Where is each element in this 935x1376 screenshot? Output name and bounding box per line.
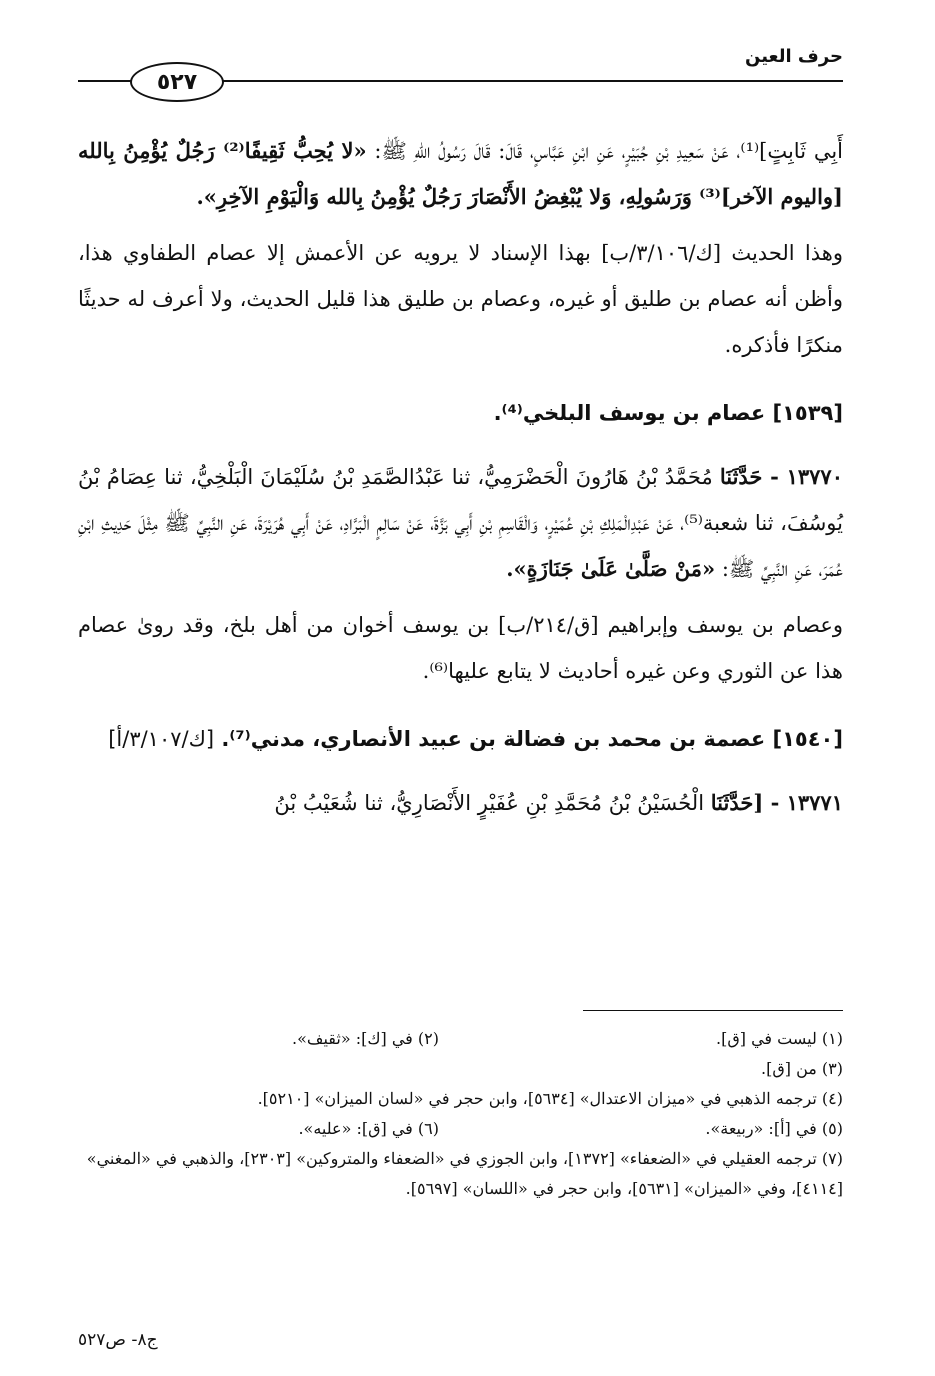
- volume-page-label: ج٨- ص٥٢٧: [78, 1330, 158, 1350]
- footnote-1: (١) ليست في [ق].: [716, 1029, 843, 1048]
- page-header-title: حرف العين: [745, 46, 843, 67]
- paragraph-commentary: وهذا الحديث [ك/٣/١٠٦/ب] بهذا الإسناد لا يرويه عن الأعمش إلا عصام الطفاوي هذا، وأظن أنه عصام بن طليق أو غيره، وعصام بن طليق هذا قليل الحديث، ولا أعرف له حديثًا منكرًا فأذكره.: [78, 241, 843, 357]
- paragraph-text: أَبِي ثَابِتٍ]⁽¹⁾، عَنْ سَعِيدِ بْنِ جُبَيْرٍ، عَنِ ابْنِ عَبَّاسٍ، قَالَ: قَالَ رَسُولُ اللهِ ﷺ:: [374, 139, 844, 163]
- footnote-rule: [583, 1010, 843, 1011]
- footnote-2: (٢) في [ك]: «ثقيف».: [292, 1029, 439, 1048]
- footnote-row: [78, 1054, 843, 1084]
- footnote-row: [78, 1024, 843, 1054]
- hadith-number: ١٣٧٧١ - [حَدَّثَنَا: [710, 790, 843, 815]
- hadith-matn: «مَنْ صَلَّىٰ عَلَىٰ جَنَازَةٍ».: [506, 556, 716, 581]
- footnote-row: [78, 1084, 843, 1114]
- hadith-isnad: مُحَمَّدُ بْنُ هَارُونَ الْحَضْرَمِيُّ، ثنا عَبْدُالصَّمَدِ بْنُ سُلَيْمَانَ الْبَلْخِيُّ، ثنا عِصَامُ بْنُ يُوسُفَ، ثنا شعبة⁽⁵⁾، عَنْ عَبْدِالْمَلِكِ بْنِ عُمَيْرٍ، وَالْقَاسِمِ بْنِ أَبِي بَزَّةَ، عَنْ سَالِمٍ الْبَرَّادِ، عَنْ أَبِي هُرَيْرَةَ، عَنِ النَّبِيِّ ﷺ مِثْلَ حَدِيثِ ابْنِ عُمَرَ، عَنِ النَّبِيِّ ﷺ:: [78, 465, 843, 581]
- entry-heading-text: [١٥٤٠] عصمة بن محمد بن فضالة بن عبيد الأنصاري، مدني⁽⁷⁾.: [221, 727, 843, 751]
- entry-heading-1539: [١٥٣٩] عصام بن يوسف البلخي⁽⁴⁾.: [493, 401, 843, 425]
- hadith-number: ١٣٧٧٠ - حَدَّثَنَا: [719, 464, 843, 489]
- main-text: [78, 128, 843, 836]
- page-number-badge: ٥٢٧: [130, 62, 224, 102]
- entry-heading-1540: [78, 716, 843, 762]
- footnote-5: (٥) في [أ]: «ربيعة».: [705, 1119, 843, 1138]
- footnotes: [78, 1024, 843, 1204]
- footnote-6: (٦) في [ق]: «عليه».: [298, 1119, 439, 1138]
- footnote-4: (٤) ترجمه الذهبي في «ميزان الاعتدال» [٥٦٣٤]، وابن حجر في «لسان الميزان» [٥٢١٠].: [257, 1089, 843, 1108]
- manuscript-ref: [ك/٣/١٠٧/أ]: [108, 727, 215, 751]
- paragraph-hadith-13770: [78, 454, 843, 592]
- paragraph-commentary-2: وعصام بن يوسف وإبراهيم [ق/٢١٤/ب] بن يوسف أخوان من أهل بلخ، وقد رویٰ عصام هذا عن الثوري وعن غيره أحاديث لا يتابع عليها⁽⁶⁾.: [78, 613, 843, 683]
- footnote-row: [78, 1114, 843, 1144]
- footnote-row: [78, 1144, 843, 1204]
- hadith-isnad: الْحُسَيْنُ بْنُ مُحَمَّدِ بْنِ عُفَيْرٍ الأَنْصَارِيُّ، ثنا شُعَيْبُ بْنُ: [274, 791, 705, 815]
- hadith-matn: «لا يُحِبُّ ثَقِيفًا⁽²⁾ رَجُلٌ يُؤْمِنُ بِالله [واليوم الآخر]⁽³⁾ وَرَسُولِهِ، وَلا يُبْغِضُ الأَنْصَارَ رَجُلٌ يُؤْمِنُ بِالله وَالْيَوْمِ الآخِرِ».: [78, 138, 843, 209]
- paragraph-hadith-13771: [78, 780, 843, 826]
- footnote-7: (٧) ترجمه العقيلي في «الضعفاء» [١٣٧٢]، وابن الجوزي في «الضعفاء والمتروكين» [٢٣٠٣]، والذهبي في «المغني» [٤١١٤]، وفي «الميزان» [٥٦٣١]، وابن حجر في «اللسان» [٥٦٩٧].: [86, 1149, 843, 1198]
- footnote-3: (٣) من [ق].: [761, 1059, 843, 1078]
- paragraph-hadith-continuation: [78, 128, 843, 220]
